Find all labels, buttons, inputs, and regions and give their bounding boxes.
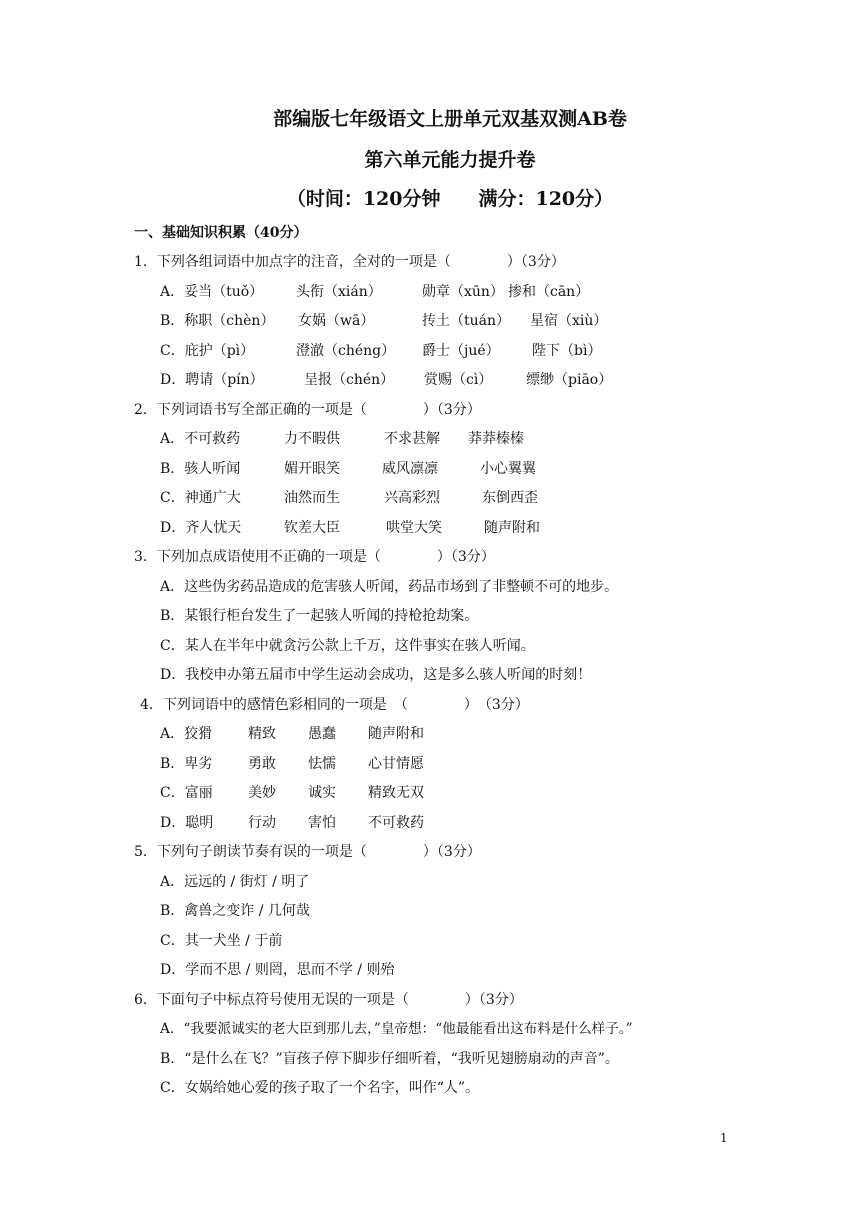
question-1-option-a [160, 282, 660, 302]
question-5-option-c: C．其一犬坐 / 于前 [160, 933, 283, 949]
option-term: 哄堂大笑 [386, 520, 442, 536]
option-term: 掺和（cān） [508, 284, 590, 300]
option-term: 兴高彩烈 [384, 490, 440, 506]
option-term: 不求甚解 [384, 431, 440, 447]
option-term: 爵士（jué） [422, 343, 500, 359]
question-6-option-c: C．女娲给她心爱的孩子取了一个名字，叫作“人”。 [160, 1080, 480, 1096]
question-4-stem: 4．下列词语中的感情色彩相同的一项是 （ ） （3分） [140, 697, 529, 713]
option-term: 媚开眼笑 [284, 461, 340, 477]
question-1-option-c [160, 341, 660, 361]
option-term: 害怕 [308, 815, 336, 831]
question-4-option-c [160, 783, 560, 803]
question-6-stem: 6．下面句子中标点符号使用无误的一项是（ ）（3分） [134, 992, 523, 1008]
section-heading: 一、基础知识积累（40分） [134, 225, 308, 241]
option-term: 随声附和 [368, 726, 424, 742]
option-term: 心甘情愿 [368, 756, 424, 772]
question-5-option-b: B．禽兽之变诈 / 几何哉 [160, 903, 310, 919]
option-term: D．齐人忧天 [160, 520, 242, 536]
option-term: 勇敢 [248, 756, 276, 772]
question-1-stem: 1．下列各组词语中加点字的注音，全对的一项是（ ）（3分） [134, 254, 565, 270]
option-term: 澄澈（chéng） [296, 343, 396, 359]
option-term: 星宿（xiù） [530, 313, 608, 329]
question-3-option-c: C．某人在半年中就贪污公款上千万，这件事实在骇人听闻。 [160, 638, 535, 654]
option-term: 东倒西歪 [482, 490, 538, 506]
option-term: 力不暇供 [284, 431, 340, 447]
option-term: 莽莽榛榛 [468, 431, 524, 447]
option-term: 威风凛凛 [382, 461, 438, 477]
option-term: C．庇护（pì） [160, 343, 255, 359]
option-term: C．富丽 [160, 785, 213, 801]
option-term: 呈报（chén） [304, 372, 395, 388]
question-3-option-d: D．我校申办第五届市中学生运动会成功，这是多么骇人听闻的时刻！ [160, 667, 592, 683]
option-term: B．称职（chèn） [160, 313, 275, 329]
question-1-option-b [160, 311, 660, 331]
page-subtitle: 第六单元能力提升卷 [364, 149, 536, 171]
option-term: 陛下（bì） [532, 343, 602, 359]
question-2-option-c [160, 488, 660, 508]
question-2-option-b [160, 459, 660, 479]
question-2-option-d [160, 518, 660, 538]
question-6-option-b: B．“是什么在飞？”盲孩子停下脚步仔细听着，“我听见翅膀扇动的声音”。 [160, 1051, 619, 1067]
option-term: A．不可救药 [160, 431, 241, 447]
option-term: D．聘请（pín） [160, 372, 264, 388]
question-2-stem: 2．下列词语书写全部正确的一项是（ ）（3分） [134, 402, 481, 418]
question-5-option-a: A．远远的 / 街灯 / 明了 [160, 874, 310, 890]
option-term: D．聪明 [160, 815, 214, 831]
page-title: 部编版七年级语文上册单元双基双测AB卷 [273, 108, 627, 130]
question-3-option-b: B．某银行柜台发生了一起骇人听闻的持枪抢劫案。 [160, 608, 479, 624]
question-4-option-d [160, 813, 560, 833]
option-term: 女娲（wā） [298, 313, 375, 329]
option-term: 抟土（tuán） [422, 313, 511, 329]
option-term: 油然而生 [284, 490, 340, 506]
page-number: 1 [720, 1131, 728, 1145]
question-4-option-a [160, 724, 560, 744]
option-term: 精致无双 [368, 785, 424, 801]
option-term: 小心翼翼 [480, 461, 536, 477]
question-5-option-d: D．学而不思 / 则罔，思而不学 / 则殆 [160, 962, 395, 978]
question-6-option-a: A．“我要派诚实的老大臣到那儿去，”皇帝想：“他最能看出这布料是什么样子。” [160, 1021, 633, 1037]
option-term: 钦差大臣 [284, 520, 340, 536]
option-term: 美妙 [248, 785, 276, 801]
option-term: 勋章（xūn） [422, 284, 504, 300]
time-score-info: （时间：120分钟 满分：120分） [286, 188, 614, 210]
option-term: A．妥当（tuǒ） [160, 284, 264, 300]
question-1-option-d [160, 370, 660, 390]
option-term: 随声附和 [484, 520, 540, 536]
question-2-option-a [160, 429, 660, 449]
option-term: 不可救药 [368, 815, 424, 831]
question-4-option-b [160, 754, 560, 774]
option-term: 赏赐（cì） [424, 372, 493, 388]
option-term: 愚蠢 [308, 726, 336, 742]
question-3-stem: 3．下列加点成语使用不正确的一项是（ ）（3分） [134, 549, 495, 565]
option-term: 行动 [248, 815, 276, 831]
option-term: 怯懦 [308, 756, 336, 772]
option-term: 精致 [248, 726, 276, 742]
option-term: 诚实 [308, 785, 336, 801]
option-term: 缥缈（piāo） [526, 372, 613, 388]
question-5-stem: 5．下列句子朗读节奏有误的一项是（ ）（3分） [134, 844, 481, 860]
option-term: B．卑劣 [160, 756, 213, 772]
option-term: 头衔（xián） [296, 284, 382, 300]
option-term: C．神通广大 [160, 490, 241, 506]
option-term: A．狡猾 [160, 726, 213, 742]
option-term: B．骇人听闻 [160, 461, 241, 477]
question-3-option-a: A．这些伪劣药品造成的危害骇人听闻，药品市场到了非整顿不可的地步。 [160, 579, 619, 595]
